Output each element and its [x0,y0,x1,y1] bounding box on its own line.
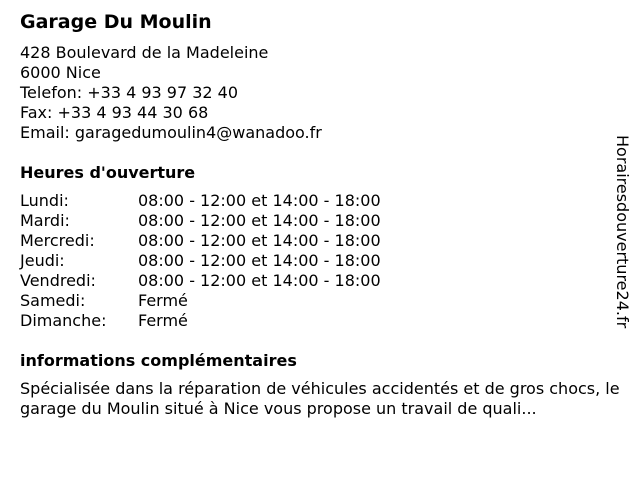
hours-row-monday [20,191,620,211]
address-city: 6000 Nice [20,63,101,82]
hours-row-sunday [20,311,620,331]
hours-row-friday [20,271,620,291]
day-hours: 08:00 - 12:00 et 14:00 - 18:00 [138,251,381,270]
day-label: Dimanche: [20,311,107,330]
contact-block [20,43,620,143]
info-heading: informations complémentaires [20,351,297,370]
business-name: Garage Du Moulin [20,11,212,33]
address-street: 428 Boulevard de la Madeleine [20,43,269,62]
day-hours: Fermé [138,311,188,330]
site-watermark: Horairesdouverture24.fr [613,135,632,329]
email-address: Email: garagedumoulin4@wanadoo.fr [20,123,322,142]
business-card [20,10,620,419]
hours-row-tuesday [20,211,620,231]
day-label: Mardi: [20,211,70,230]
hours-row-thursday [20,251,620,271]
day-hours: 08:00 - 12:00 et 14:00 - 18:00 [138,211,381,230]
info-description: Spécialisée dans la réparation de véhicules accidentés et de gros chocs, le garage du Moulin situé à Nice vous propose un travail de quali... [20,379,620,418]
day-hours: Fermé [138,291,188,310]
day-hours: 08:00 - 12:00 et 14:00 - 18:00 [138,271,381,290]
hours-table [20,191,620,331]
day-label: Mercredi: [20,231,95,250]
hours-row-wednesday [20,231,620,251]
day-label: Samedi: [20,291,86,310]
day-label: Vendredi: [20,271,96,290]
day-hours: 08:00 - 12:00 et 14:00 - 18:00 [138,231,381,250]
day-label: Jeudi: [20,251,65,270]
hours-row-saturday [20,291,620,311]
day-hours: 08:00 - 12:00 et 14:00 - 18:00 [138,191,381,210]
day-label: Lundi: [20,191,69,210]
hours-heading: Heures d'ouverture [20,163,196,182]
phone-number: Telefon: +33 4 93 97 32 40 [20,83,239,102]
fax-number: Fax: +33 4 93 44 30 68 [20,103,209,122]
